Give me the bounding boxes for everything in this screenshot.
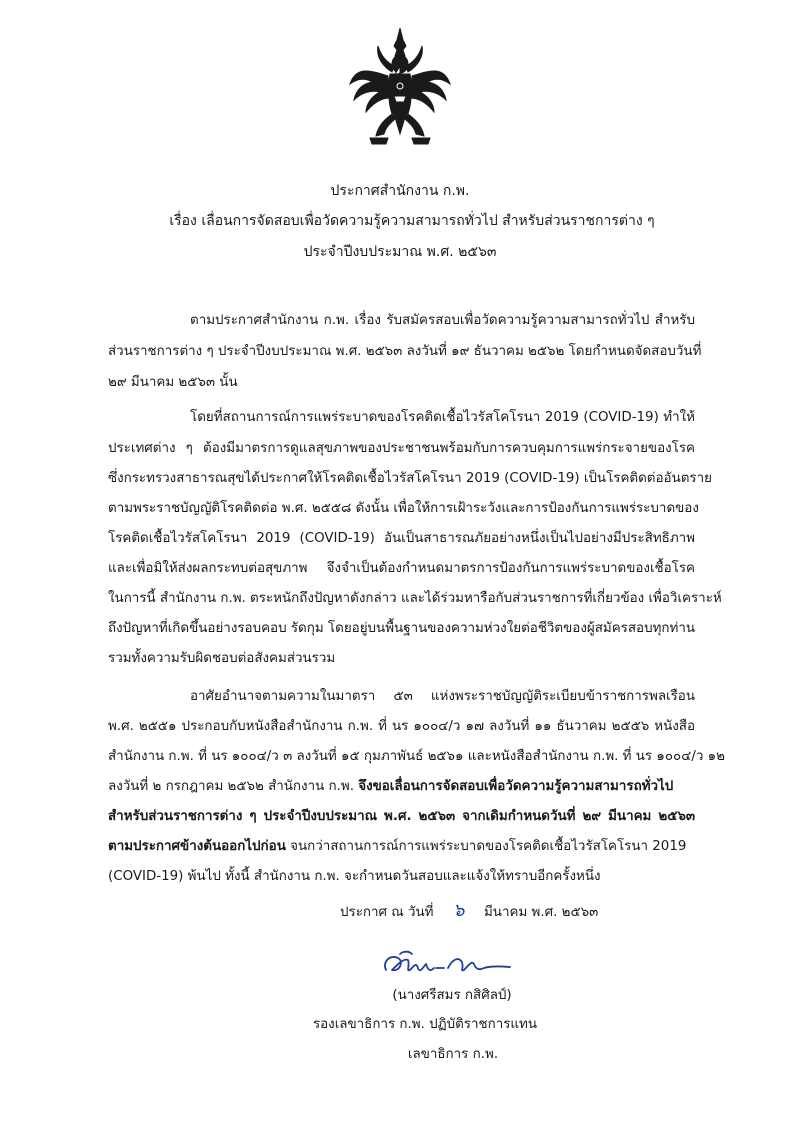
- handwritten-signature-icon: [378, 948, 518, 980]
- date-suffix: มีนาคม พ.ศ. ๒๕๖๓: [483, 905, 599, 920]
- paragraph-3-line: [108, 838, 695, 856]
- garuda-emblem-icon: [348, 26, 452, 148]
- paragraph-1-line: ตามประกาศสำนักงาน ก.พ. เรื่อง รับสมัครสอบเพื่อวัดความรู้ความสามารถทั่วไป สำหรับ: [190, 313, 695, 328]
- signatory-position: รองเลขาธิการ ก.พ. ปฏิบัติราชการแทน: [312, 1017, 538, 1032]
- announcement-fiscal-year: ประจำปีงบประมาณ พ.ศ. ๒๕๖๓: [303, 244, 497, 260]
- paragraph-2-line: รวมทั้งความรับผิดชอบต่อสังคมส่วนรวม: [108, 651, 336, 666]
- paragraph-3-text: ลงวันที่ ๒ กรกฎาคม ๒๕๖๒ สำนักงาน ก.พ.: [108, 779, 359, 794]
- paragraph-1-line: ๒๙ มีนาคม ๒๕๖๓ นั้น: [108, 375, 238, 390]
- date-day-handwritten: ๖: [453, 900, 465, 921]
- paragraph-3-line: สำนักงาน ก.พ. ที่ นร ๑๐๐๔/ว ๓ ลงวันที่ ๑๕ กุมภาพันธ์ ๒๕๖๑ และหนังสือสำนักงาน ก.พ. ที่ นร ๑๐๐๔/ว ๑๒: [108, 749, 725, 764]
- paragraph-3-emphasis: จึงขอเลื่อนการจัดสอบเพื่อวัดความรู้ความสามารถทั่วไป: [358, 779, 674, 794]
- announcement-subject: เรื่อง เลื่อนการจัดสอบเพื่อวัดความรู้ความสามารถทั่วไป สำหรับส่วนราชการต่าง ๆ: [169, 213, 655, 229]
- paragraph-3-line: พ.ศ. ๒๕๕๑ ประกอบกับหนังสือสำนักงาน ก.พ. ที่ นร ๑๐๐๔/ว ๑๗ ลงวันที่ ๑๑ ธันวาคม ๒๕๕๖ หนังสือ: [108, 719, 695, 734]
- paragraph-2-line: และเพื่อมิให้ส่งผลกระทบต่อสุขภาพ จึงจำเป็นต้องกำหนดมาตรการป้องกันการแพร่ระบาดของเชื้อโรค: [108, 561, 695, 576]
- paragraph-3-line: (COVID-19) พ้นไป ทั้งนี้ สำนักงาน ก.พ. จะกำหนดวันสอบและแจ้งให้ทราบอีกครั้งหนึ่ง: [108, 869, 601, 884]
- announcement-issuer: ประกาศสำนักงาน ก.พ.: [330, 183, 470, 199]
- date-prefix: ประกาศ ณ วันที่: [340, 905, 434, 920]
- paragraph-2-line: ในการนี้ สำนักงาน ก.พ. ตระหนักถึงปัญหาดังกล่าว และได้ร่วมหารือกับส่วนราชการที่เกี่ยวข้อง เพื่อวิเคราะห์: [108, 591, 722, 606]
- signatory-name: (นางศรีสมร กสิศิลป์): [392, 988, 512, 1003]
- paragraph-2-line: ถึงปัญหาที่เกิดขึ้นอย่างรอบคอบ รัดกุม โดยอยู่บนพื้นฐานของความห่วงใยต่อชีวิตของผู้สมัครสอบทุกท่าน: [108, 621, 695, 636]
- announcement-date: [340, 902, 598, 922]
- paragraph-3-line: อาศัยอำนาจตามความในมาตรา ๕๓ แห่งพระราชบัญญัติระเบียบข้าราชการพลเรือน: [190, 689, 695, 704]
- paragraph-3-text: จนกว่าสถานการณ์การแพร่ระบาดของโรคติดเชื้อไวรัสโคโรนา 2019: [285, 839, 687, 854]
- paragraph-3-emphasis: ตามประกาศข้างต้นออกไปก่อน: [108, 839, 286, 854]
- paragraph-2-line: โรคติดเชื้อไวรัสโคโรนา 2019 (COVID-19) อันเป็นสาธารณภัยอย่างหนึ่งเป็นไปอย่างมีประสิทธิภาพ: [108, 531, 695, 546]
- paragraph-2-line: ซึ่งกระทรวงสาธารณสุขได้ประกาศให้โรคติดเชื้อไวรัสโคโรนา 2019 (COVID-19) เป็นโรคติดต่ออันตราย: [108, 471, 712, 486]
- paragraph-1-line: ส่วนราชการต่าง ๆ ประจำปีงบประมาณ พ.ศ. ๒๕๖๓ ลงวันที่ ๑๙ ธันวาคม ๒๕๖๒ โดยกำหนดจัดสอบวันที่: [108, 344, 702, 359]
- paragraph-2-line: โดยที่สถานการณ์การแพร่ระบาดของโรคติดเชื้อไวรัสโคโรนา 2019 (COVID-19) ทำให้: [190, 410, 695, 425]
- paragraph-2-line: ประเทศต่าง ๆ ต้องมีมาตรการดูแลสุขภาพของประชาชนพร้อมกับการควบคุมการแพร่กระจายของโรค: [108, 441, 695, 456]
- signatory-title: เลขาธิการ ก.พ.: [407, 1047, 499, 1062]
- paragraph-3-line: [108, 778, 695, 796]
- paragraph-3-emphasis: สำหรับส่วนราชการต่าง ๆ ประจำปีงบประมาณ พ.ศ. ๒๕๖๓ จากเดิมกำหนดวันที่ ๒๙ มีนาคม ๒๕๖๓: [108, 809, 695, 824]
- paragraph-2-line: ตามพระราชบัญญัติโรคติดต่อ พ.ศ. ๒๕๕๘ ดังนั้น เพื่อให้การเฝ้าระวังและการป้องกันการแพร่ระบาดของ: [108, 501, 699, 516]
